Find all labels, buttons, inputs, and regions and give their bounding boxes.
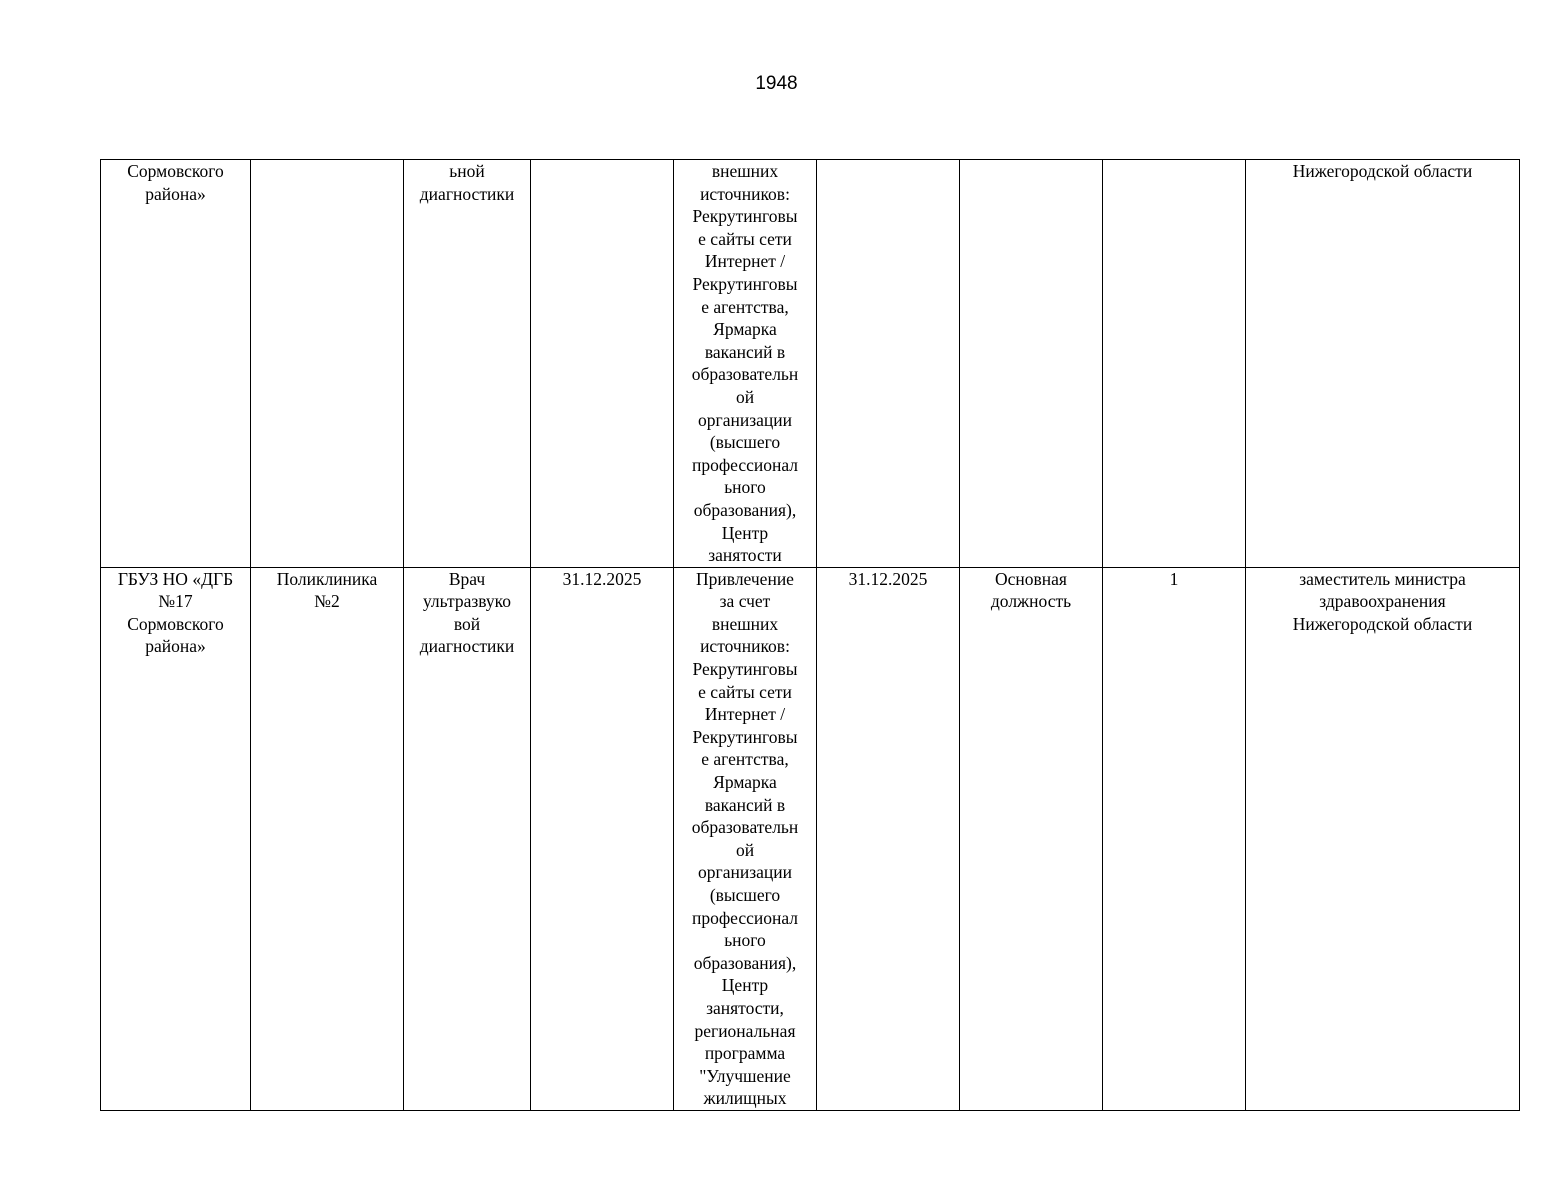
count-cell: 1 xyxy=(1103,567,1246,1110)
responsible-cell: Нижегородской области xyxy=(1246,160,1520,568)
position-cell: ьной диагностики xyxy=(404,160,531,568)
subdivision-cell xyxy=(251,160,404,568)
page-number: 1948 xyxy=(755,73,798,94)
vacancy-table xyxy=(100,159,1520,1111)
position-type-cell xyxy=(960,160,1103,568)
table-row xyxy=(101,160,1520,568)
date-cell xyxy=(531,160,674,568)
source-cell: внешних источников: Рекрутинговы е сайты сети Интернет / Рекрутинговы е агентства, Ярмарка вакансий в образовательн ой организации (высшего профессионал ьного образования), Центр занятости xyxy=(674,160,817,568)
date-cell: 31.12.2025 xyxy=(531,567,674,1110)
organization-cell: Сормовского района» xyxy=(101,160,251,568)
date-cell xyxy=(817,160,960,568)
position-type-cell: Основная должность xyxy=(960,567,1103,1110)
table-row xyxy=(101,567,1520,1110)
count-cell xyxy=(1103,160,1246,568)
organization-cell: ГБУЗ НО «ДГБ №17 Сормовского района» xyxy=(101,567,251,1110)
source-cell: Привлечение за счет внешних источников: Рекрутинговы е сайты сети Интернет / Рекрутинговы е агентства, Ярмарка вакансий в образовательн ой организации (высшего профессионал ьного образования), Центр занятости, региональная программа "Улучшение жилищных xyxy=(674,567,817,1110)
subdivision-cell: Поликлиника №2 xyxy=(251,567,404,1110)
responsible-cell: заместитель министра здравоохранения Нижегородской области xyxy=(1246,567,1520,1110)
position-cell: Врач ультразвуко вой диагностики xyxy=(404,567,531,1110)
date-cell: 31.12.2025 xyxy=(817,567,960,1110)
